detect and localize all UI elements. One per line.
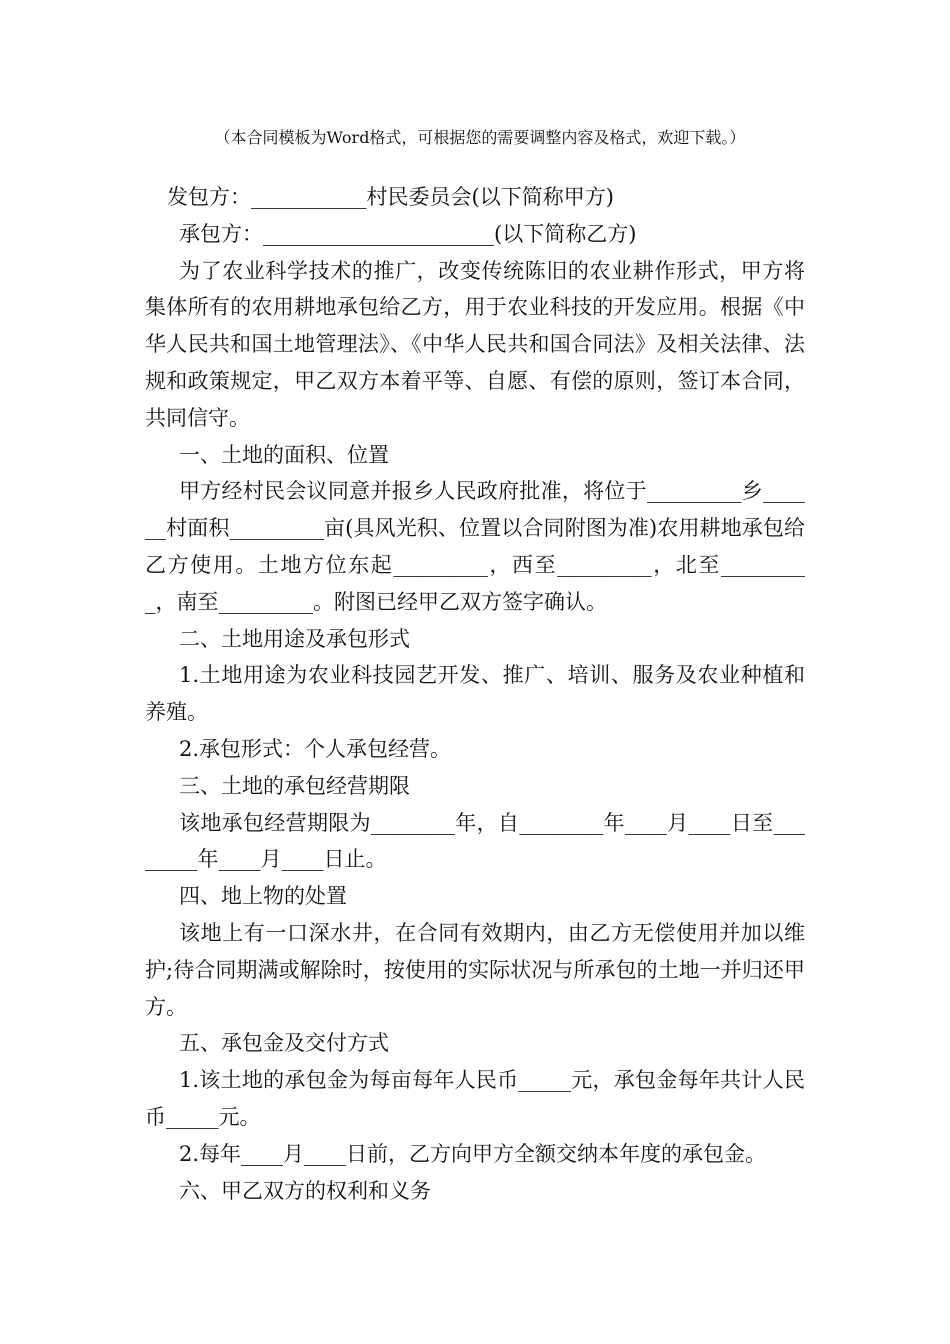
section-heading-5: 五、承包金及交付方式 bbox=[179, 1031, 389, 1056]
land-use-item: 1.土地用途为农业科技园艺开发、推广、培训、服务及农业种植和养殖。 bbox=[145, 663, 805, 725]
template-note: （本合同模板为Word格式，可根据您的需要调整内容及格式，欢迎下载。） bbox=[214, 128, 746, 147]
section-heading-3: 三、土地的承包经营期限 bbox=[179, 773, 410, 798]
preamble-paragraph: 为了农业科学技术的推广，改变传统陈旧的农业耕作形式，甲方将集体所有的农用耕地承包给乙方，用于农业科技的开发应用。根据《中华人民共和国土地管理法》、《中华人民共和国合同法》及相关法律、法规和政策规定，甲乙双方本着平等、自愿、有偿的原则，签订本合同，共同信守。 bbox=[145, 258, 805, 430]
land-location-paragraph: 甲方经村民会议同意并报乡人民政府批准，将位于_________乡______村面积_________亩(具风光积、位置以合同附图为准)农用耕地承包给乙方使用。土地方位东起_________，西至_________，北至_________，南至_________。附图已经甲乙双方签字确认。 bbox=[145, 479, 805, 614]
party-a-line: 发包方：___________村民委员会(以下简称甲方) bbox=[167, 185, 614, 209]
section-heading-4: 四、地上物的处置 bbox=[179, 884, 347, 909]
fee-item-1: 1.该土地的承包金为每亩每年人民币_____元，承包金每年共计人民币_____元。 bbox=[145, 1068, 805, 1129]
term-paragraph: 该地承包经营期限为________年，自________年____月____日至________年____月____日止。 bbox=[145, 810, 805, 872]
section-heading-1: 一、土地的面积、位置 bbox=[179, 442, 389, 467]
contract-form-item: 2.承包形式：个人承包经营。 bbox=[179, 736, 452, 761]
section-heading-2: 二、土地用途及承包形式 bbox=[179, 626, 410, 651]
fee-item-2: 2.每年____月____日前，乙方向甲方全额交纳本年度的承包金。 bbox=[179, 1141, 767, 1166]
well-paragraph: 该地上有一口深水井，在合同有效期内，由乙方无偿使用并加以维护;待合同期满或解除时，按使用的实际状况与所承包的土地一并归还甲方。 bbox=[145, 920, 805, 1019]
contract-body bbox=[145, 179, 805, 1209]
section-heading-6: 六、甲乙双方的权利和义务 bbox=[179, 1178, 431, 1203]
party-b-line: 承包方：______________________(以下简称乙方) bbox=[179, 221, 637, 246]
